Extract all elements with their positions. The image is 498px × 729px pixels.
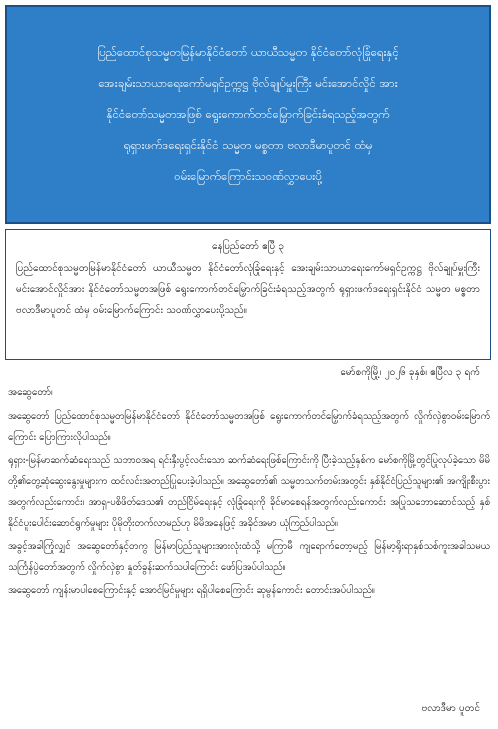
letter-body bbox=[8, 382, 490, 603]
letter-paragraph: အဆွေတော် ကျန်းမာပါစေကြောင်းနှင့် အောင်မြင်မှုများ ရရှိပါစေကြောင်း ဆုမွန်ကောင်း တောင်းအပ်ပါသည်။ bbox=[8, 585, 375, 596]
letter-paragraph: ရုရှား-မြန်မာဆက်ဆံရေးသည် သဘာဝအရ ရင်းနှီးပွင့်လင်းသော ဆက်ဆံရေးဖြစ်ကြောင်းကို ပြီးခဲ့သည့်နှစ်က မော်စကိုမြို့တွင်ပြုလုပ်ခဲ့သော မိမိတို့၏တွေ့ဆုံဆွေးနွေးမှုများက ထင်လင်းအတည်ပြုပေးခဲ့ပါသည်။ အဆွေတော်၏ သမ္မတသက်တမ်းအတွင်း နှစ်နိုင်ငံပြည်သူများ၏ အကျိုးစီးပွားအတွက်လည်းကောင်း၊ အာရှ-ပစိဖိတ်ဒေသ၏ တည်ငြိမ်ရေးနှင့် လုံခြုံရေးကို ခိုင်မာစေရန်အတွက်လည်းကောင်း အပြုသဘောဆောင်သည့် နှစ်နိုင်ငံပူးပေါင်းဆောင်ရွက်မှုများ ပိုမိုတိုးတက်လာမည်ဟု မိမိအနေဖြင့် အခိုင်အမာ ယုံကြည်ပါသည်။ bbox=[8, 455, 490, 529]
letter-salutation: အဆွေတော်၊ bbox=[8, 387, 53, 398]
headline-line: ပြည်ထောင်စုသမ္မတမြန်မာနိုင်ငံတော် ယာယီသမ္မတ နိုင်ငံတော်လုံခြုံရေးနှင့် bbox=[97, 45, 399, 59]
letter-place-date: မော်စကိုမြို့၊ ၂၀၂၆ ခုနှစ်၊ ဧပြီလ ၃ ရက် bbox=[340, 367, 480, 378]
headline-line: အေးချမ်းသာယာရေးကော်မရှင်ဥက္ကဋ္ဌ ဗိုလ်ချုပ်မှူးကြီး မင်းအောင်လှိုင် အား bbox=[98, 76, 398, 90]
lead-box bbox=[5, 229, 491, 360]
letter-paragraph: အခွင့်အခါကြုံလျှင် အဆွေတော်နှင့်တကွ မြန်မာပြည်သူများအားလုံးထံသို့ မကြာမီ ကျရောက်တော့မည့် မြန်မာ့ရိုးရာနှစ်သစ်ကူးအခါသမယ သင်္ကြန်ပွဲတော်အတွက် လှိုက်လှဲစွာ နှုတ်ခွန်းဆက်သပါကြောင်း ဖော်ပြအပ်ပါသည်။ bbox=[8, 541, 490, 573]
headline-line: နိုင်ငံတော်သမ္မတအဖြစ် ရွေးကောက်တင်မြှောက်ခြင်းခံရသည့်အတွက် bbox=[106, 107, 390, 121]
headline-line: ရုရှားဖက်ဒရေးရှင်းနိုင်ငံ သမ္မတ မစ္စတာ ဗလာဒီမာပူတင် ထံမှ bbox=[123, 138, 373, 152]
letter-paragraph: အဆွေတော် ပြည်ထောင်စုသမ္မတမြန်မာနိုင်ငံတော် နိုင်ငံတော်သမ္မတအဖြစ် ရွေးကောက်တင်မြှောက်ခံရသည့်အတွက် လှိုက်လှဲစွာဝမ်းမြောက်ကြောင်း ပြောကြားလိုပါသည်။ bbox=[8, 411, 490, 443]
letter-signature: ဗလာဒီမာ ပူတင် bbox=[421, 703, 480, 714]
headline-banner bbox=[5, 5, 491, 224]
dateline: နေပြည်တော် ဧပြီ ၃ bbox=[212, 241, 284, 252]
lead-paragraph: ပြည်ထောင်စုသမ္မတမြန်မာနိုင်ငံတော် ယာယီသမ္မတ နိုင်ငံတော်လုံခြုံရေးနှင့် အေးချမ်းသာယာရေးကော်မရှင်ဥက္ကဋ္ဌ ဗိုလ်ချုပ်မှူးကြီး မင်းအောင်လှိုင်အား နိုင်ငံတော်သမ္မတအဖြစ် ရွေးကောက်တင်မြှောက်ခြင်းခံရသည့်အတွက် ရုရှားဖက်ဒရေးရှင်းနိုင်ငံ သမ္မတ မစ္စတာ ဗလာဒီမာပူတင် ထံမှ ဝမ်းမြောက်ကြောင်း သဝဏ်လွှာပေးပို့သည်။ bbox=[16, 263, 480, 316]
headline-line: ဝမ်းမြောက်ကြောင်းသဝဏ်လွှာပေးပို့ bbox=[174, 169, 322, 183]
